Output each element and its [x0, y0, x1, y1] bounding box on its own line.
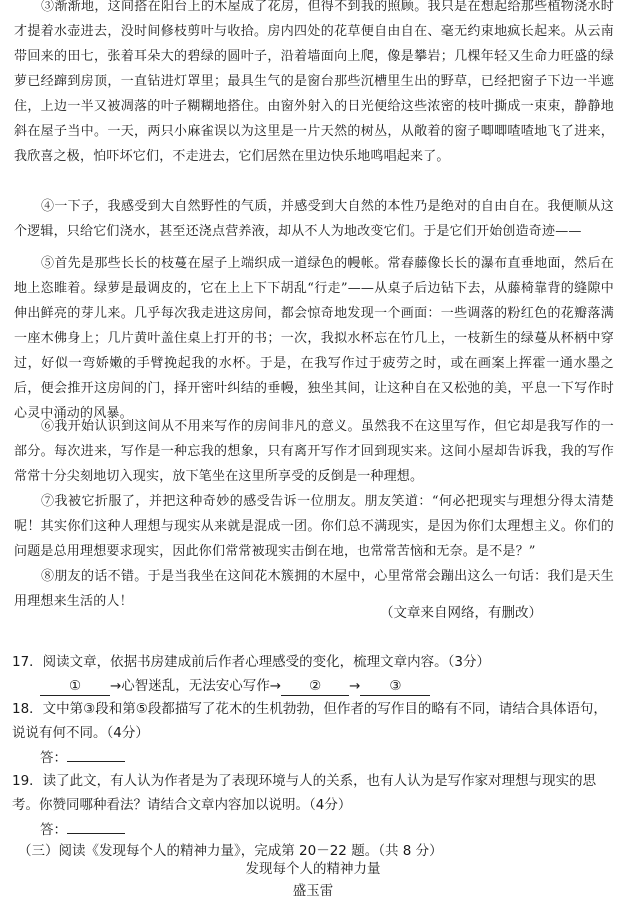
- article-title: 发现每个人的精神力量: [245, 861, 381, 877]
- q18-answer-line: [40, 745, 125, 770]
- q19-answer-label: 答：: [40, 822, 67, 838]
- q17-blank-1[interactable]: ①: [40, 677, 110, 696]
- q17-blank-2[interactable]: ②: [281, 677, 349, 696]
- q17-mid-text: →心智迷乱，无法安心写作→: [110, 678, 282, 694]
- paragraph-6: ⑥我开始认识到这间从不用来写作的房间非凡的意义。虽然我不在这里写作，但它却是我写作的一部分。每次进来，写作是一种忘我的想象，只有离开写作才回到现实来。这间小屋却告诉我，我的写作常常十分尖刻地切入现实，放下笔坐在这里所享受的反倒是一种理想。: [14, 419, 614, 484]
- question-17: 17．阅读文章，依据书房建成前后作者心理感受的变化，梳理文章内容。（3分）: [12, 654, 491, 670]
- section-3-intro: （三）阅读《发现每个人的精神力量》，完成第 20－22 题。（共 8 分）: [18, 843, 443, 859]
- question-19: 19．读了此文，有人认为作者是为了表现环境与人的关系，也有人认为是写作家对理想与现实的思考。你赞同哪种看法？请结合文章内容加以说明。（4分）: [12, 773, 597, 813]
- q17-blank-3[interactable]: ③: [360, 677, 430, 696]
- source-note: （文章来自网络，有删改）: [380, 605, 542, 621]
- q17-arrow: →: [349, 678, 361, 694]
- paragraph-7: ⑦我被它折服了，并把这种奇妙的感受告诉一位朋友。朋友笑道：“何必把现实与理想分得太清楚呢！其实你们这种人理想与现实从来就是混成一团。你们总不满现实，是因为你们太理想主义。你们的问题是总用理想要求现实，因此你们常常被现实击倒在地，也常常苦恼和无奈。是不是？”: [14, 494, 614, 559]
- paragraph-4: ④一下子，我感受到大自然野性的气质，并感受到大自然的本性乃是绝对的自由自在。我便顺从这个逻辑，只给它们浇水，甚至还浇点营养液，却从不人为地改变它们。于是它们开始创造奇迹——: [14, 199, 614, 239]
- q18-answer-label: 答：: [40, 750, 67, 766]
- paragraph-5: ⑤首先是那些长长的枝蔓在屋子上端织成一道绿色的幔帐。常春藤像长长的瀑布直垂地面，然后在地上恣睢着。绿萝是最调皮的，它在上上下下胡乱“行走”——从桌子后边钻下去，从藤椅靠背的缝隙中伸出鲜亮的芽儿来。几乎每次我走进这房间，都会惊奇地发现一个画面：一些调落的粉红色的花瓣落满一座木佛身上；几片黄叶盖住桌上打开的书；一次，我拟水杯忘在竹几上，一枝新生的绿蔓从杯柄中穿过，好似一弯娇嫩的手臂挽起我的水杯。于是，在我写作过于疲劳之时，或在画案上挥霍一通水墨之后，便会推开这房间的门，择开密叶纠结的垂幔，独坐其间，让这种自在又松弛的美，平息一下写作时心灵中涌动的风暴。: [14, 256, 614, 421]
- paragraph-8: ⑧朋友的话不错。于是当我坐在这间花木簇拥的木屋中，心里常常会蹦出这么一句话：我们是天生用理想来生活的人！: [14, 569, 614, 609]
- paragraph-3: ③渐渐地，这间搭在阳台上的木屋成了花房，但得不到我的照顾。我只是在想起给那些植物浇水时才提着水壶进去，没时间修枝剪叶与收拾。房内四处的花草便自由自在、毫无约束地疯长起来。从云南带回来的田七，张着耳朵大的碧绿的圆叶子，沿着墙面向上爬，像是攀岩；几棵年轻又生命力旺盛的绿萝已经蹿到房顶，一直钻进灯罩里；最具生气的是窗台那些沉槽里生出的野草，已经把窗子下边一半遮住，上边一半又被凋落的叶子糊糊地搭住。由窗外射入的日光便给这些浓密的枝叶撕成一束束，静静地斜在屋子当中。一天，两只小麻雀误以为这里是一片天然的树丛，从敞着的窗子唧唧喳喳地飞了进来，我欣喜之极，怕吓坏它们，不走进去，它们居然在里边快乐地鸣唱起来了。: [14, 0, 614, 164]
- article-author: 盛玉雷: [292, 883, 334, 899]
- q18-answer-blank[interactable]: [67, 745, 125, 762]
- q19-answer-blank[interactable]: [67, 817, 125, 834]
- question-18: 18．文中第③段和第⑤段都描写了花木的生机勃勃，但作者的写作目的略有不同，请结合具体语句，说说有何不同。（4分）: [12, 701, 607, 741]
- question-17-chain: [40, 674, 430, 698]
